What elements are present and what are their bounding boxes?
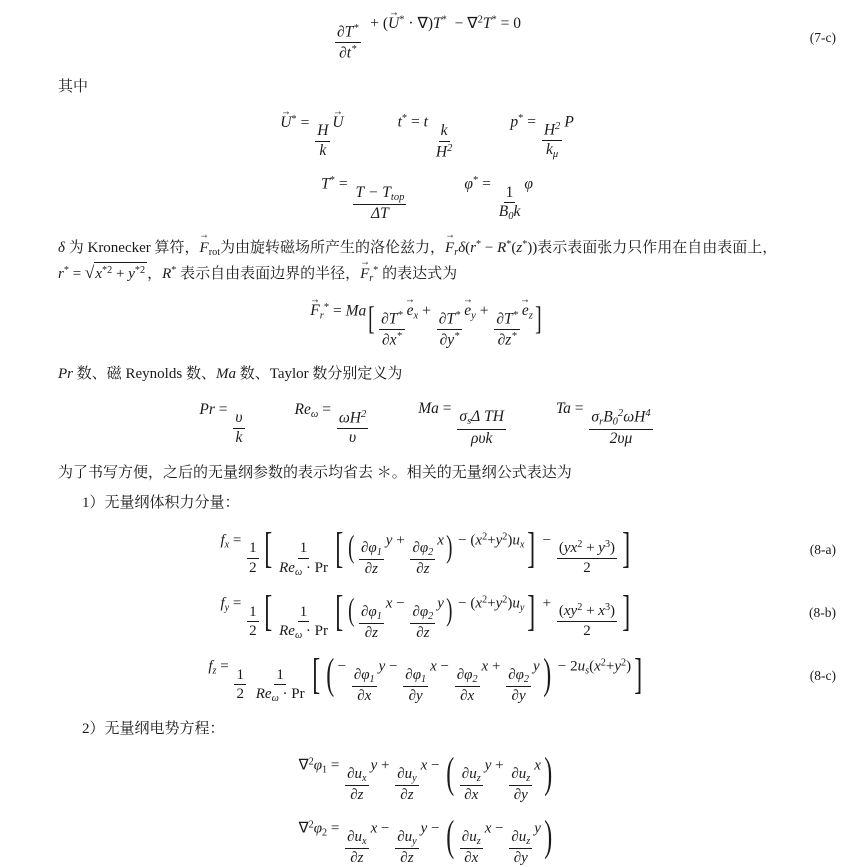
equation-8a-body: $f_x$ = $\frac{1}{2}$ [ $\frac{1}{Re_\omega \cdot Pr}$ [ ( $\frac{\partial\varphi_1}{\partial z}$ y + $\frac{\partial\varphi_2}{\partial z}$ $x) - (x^2+y^2)u_x$] − $\frac{(yx^2 + y^3)}{2}$ ]	[220, 523, 631, 578]
number-re: $Re_\omega$ = $\frac{\omega H^2}{\upsilon}$	[294, 400, 367, 446]
equation-8b-tag: (8-b)	[809, 605, 836, 621]
frot-label: 为由旋转磁场所产生的洛伦兹力，	[220, 239, 446, 256]
nondim-p-star: p* = $\frac{H^2}{k_\mu}$ P	[510, 112, 574, 161]
equation-phi2	[0, 811, 854, 866]
ma-word: Ma	[215, 366, 236, 383]
number-ma: Ma = $\frac{\sigma_s\Delta TH}{\text{ρυk}}$	[418, 399, 504, 447]
number-ta: Ta = $\frac{\sigma_rB_0^2\omega H^4}{2\upsilon\mu}$	[555, 399, 651, 447]
kronecker-label: 为 Kronecker 算符，	[68, 239, 200, 256]
surface-label: 表示表面张力只作用在自由表面上，	[537, 239, 778, 256]
symbol-delta: δ	[58, 239, 65, 256]
equation-8b-body: $f_y$ = $\frac{1}{2}$ [ $\frac{1}{Re_\omega \cdot Pr}$ [ ( $\frac{\partial\varphi_1}{\partial z}$ x − $\frac{\partial\varphi_2}{\partial z}$ $y) - (x^2+y^2)u_y$] + $\frac{(xy^2 + x^3)}{2}$ ]	[220, 586, 631, 641]
numbers-text-a: 数、磁	[76, 366, 122, 383]
equation-8a	[0, 523, 854, 578]
equation-8c	[0, 649, 854, 704]
equation-7c	[0, 14, 854, 62]
equation-8c-tag: (8-c)	[809, 668, 836, 684]
equation-phi1-body: $\nabla^2\varphi_1$ = $\frac{\partial u_x}{\partial z}$ y + $\frac{\partial u_y}{\partial z}$ x − ( $\frac{\partial u_z}{\partial x}$ y + $\frac{\partial u_z}{\partial y}$ x)	[298, 749, 553, 804]
equation-8c-body: $f_z$ = $\frac{1}{2}$ $\frac{1}{Re_\omega \cdot Pr}$ [ ( − $\frac{\partial\varphi_1}{\partial x}$ y − $\frac{\partial\varphi_1}{\partial y}$ x − $\frac{\partial\varphi_2}{\partial x}$ x + $\frac{\partial\varphi_2}{\partial y}$ $y) - 2u_s(x^2+y^2)$]	[208, 649, 643, 704]
equation-phi1	[0, 748, 854, 803]
paragraph-where: 其中	[58, 79, 89, 96]
equation-fr-body: $F \to_r^* = Ma$[ $\frac{\partial T^*}{\partial x^*}$ $e \to_x$ + $\frac{\partial T^*}{\partial y^*}$ $e \to_y$ + $\frac{\partial T^*}{\partial z^*}$ $e \to_z$]	[310, 301, 544, 350]
numbers-text-c: 数、Taylor 数分别定义为	[239, 366, 403, 383]
paragraph-simplify-note: 为了书写方便，之后的无量纲参数的表示均省去 ＊。相关的无量纲公式表达为	[58, 464, 572, 481]
number-pr: Pr = $\frac{\upsilon}{k}$	[199, 400, 243, 446]
radius-label: 表示自由表面边界的半径，	[180, 266, 361, 283]
equation-8a-tag: (8-a)	[809, 542, 836, 558]
nondim-phi-star: φ* = $\frac{1}{B_0k}$ φ	[464, 174, 533, 223]
nondim-u-star: U →* = $\frac{H}{k}$ U →	[280, 114, 343, 160]
equation-dimensionless-numbers	[0, 400, 854, 448]
numbers-text-b: 数、	[185, 366, 216, 383]
nondim-t-star: t* = t $\frac{k}{H^2}$	[397, 113, 453, 160]
paragraph-kronecker: δ 为 Kronecker 算符，$F \to_{rot}$为由旋转磁场所产生的洛伦兹力，$F \to_r\delta(r^* - R^*(z^*))$表示表面张力只作用在自由表面上，$r^* = √x^{*2} + y^{*2}$ ，R* 表示自由表面边界的半径，$F \to_r^*$ 的表达式为	[0, 237, 854, 287]
paragraph-numbers-intro	[0, 363, 854, 386]
equation-nondim-row1	[0, 113, 854, 161]
expr-label: 的表达式为	[382, 266, 458, 283]
nondim-T-star: T* = $\frac{T - T_{top}}{\Delta T}$	[321, 174, 405, 223]
list-item-1-label: 1）无量纲体积力分量：	[82, 495, 240, 512]
comma-1: ，	[147, 266, 163, 283]
equation-phi2-body: $\nabla^2\varphi_2$ = $\frac{\partial u_x}{\partial z}$ x − $\frac{\partial u_y}{\partial z}$ y − ( $\frac{\partial u_z}{\partial x}$ x − $\frac{\partial u_z}{\partial y}$ y)	[298, 812, 553, 867]
equation-7c-tag: (7-c)	[809, 30, 836, 46]
equation-7c-body: $\frac{\partial T^*}{\partial t^*}$ + (U →* · ∇)T* − ∇$^2$T* = 0	[333, 14, 521, 62]
equation-8b	[0, 586, 854, 641]
reynolds-word: Reynolds	[125, 366, 183, 383]
equation-nondim-row2	[0, 175, 854, 223]
list-item-2-label: 2）无量纲电势方程：	[82, 720, 225, 737]
equation-fr-expression	[0, 301, 854, 350]
pr-word: Pr	[58, 366, 73, 383]
